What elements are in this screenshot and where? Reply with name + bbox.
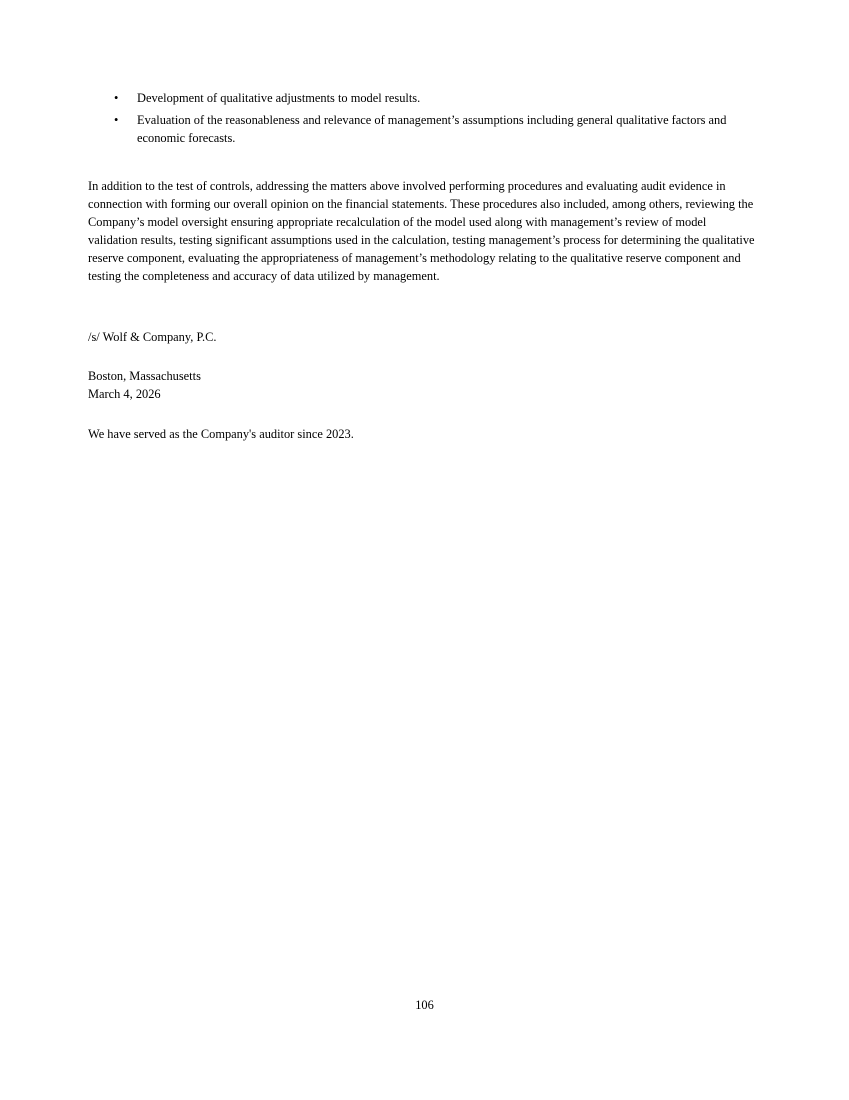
signing-location: Boston, Massachusetts	[88, 369, 201, 383]
bullet-icon: •	[114, 113, 119, 127]
procedures-paragraph: In addition to the test of controls, addressing the matters above involved performing procedures and evaluating audit evidence in connection with forming our overall opinion on the financial statements. These procedures also included, among others, reviewing the Company’s model oversight ensuring appropriate recalculation of the model used along with management’s review of model validation results, testing significant assumptions used in the calculation, testing management’s process for determining the qualitative reserve component, evaluating the appropriateness of management’s methodology relating to the qualitative reserve component and testing the completeness and accuracy of data utilized by management.	[88, 179, 755, 283]
auditor-tenure-statement: We have served as the Company's auditor since 2023.	[88, 427, 354, 441]
page-number: 106	[415, 998, 434, 1012]
bullet-text: Evaluation of the reasonableness and relevance of management’s assumptions including general qualitative factors and economic forecasts.	[137, 113, 727, 145]
signing-date: March 4, 2026	[88, 387, 161, 401]
signature-block	[88, 367, 201, 403]
auditor-signature: /s/ Wolf & Company, P.C.	[88, 330, 217, 344]
bullet-item	[88, 89, 758, 107]
bullet-icon: •	[114, 91, 119, 105]
bullet-list	[88, 89, 758, 151]
bullet-item	[88, 111, 758, 147]
bullet-text: Development of qualitative adjustments to model results.	[137, 91, 421, 105]
